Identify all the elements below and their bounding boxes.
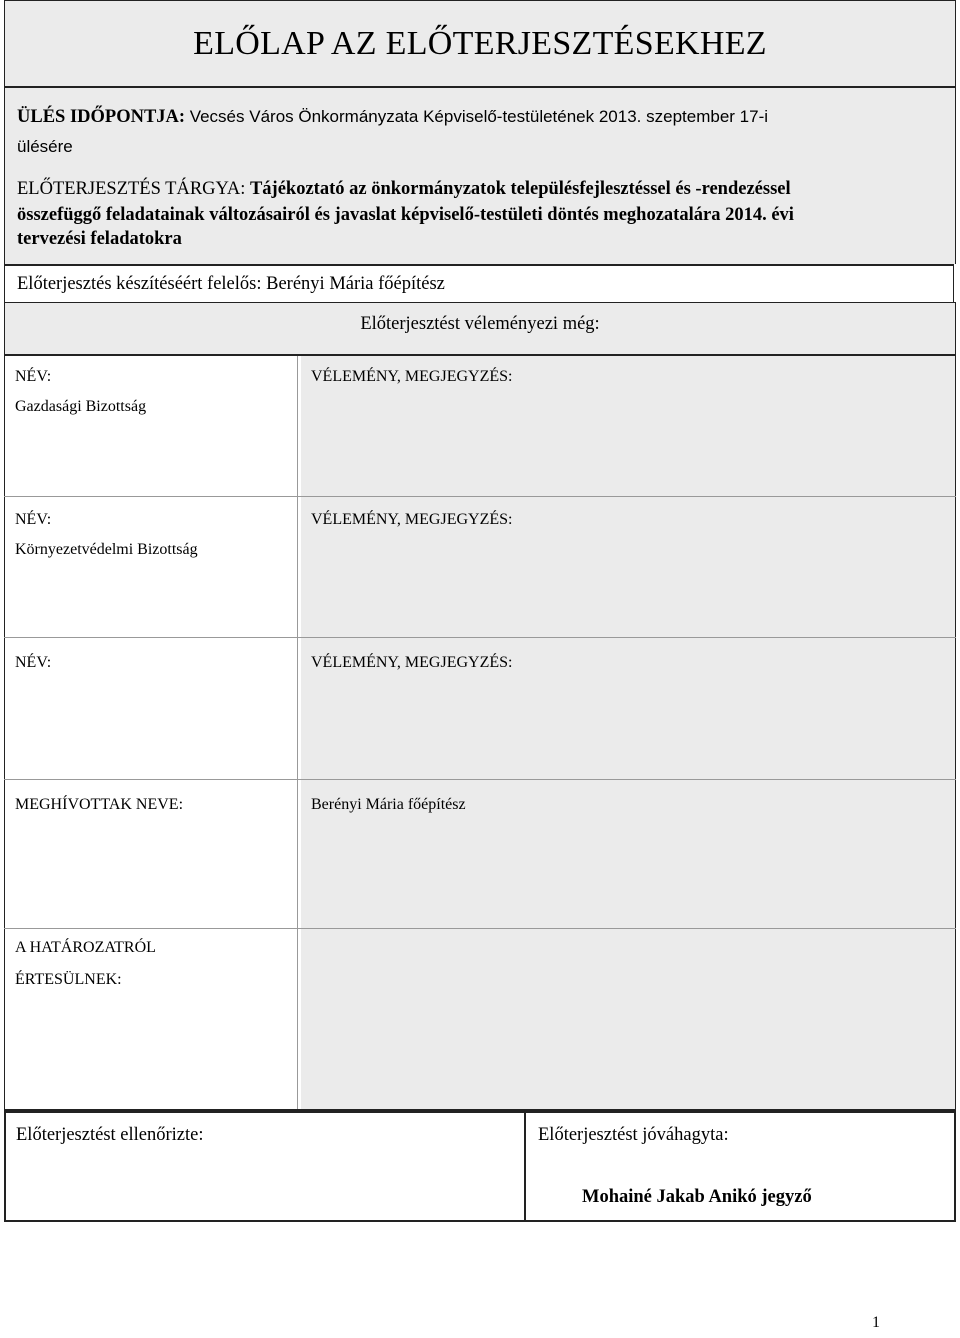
approver-name: Mohainé Jakab Anikó jegyző bbox=[582, 1187, 812, 1207]
title-box bbox=[4, 0, 956, 88]
meeting-label: ÜLÉS IDŐPONTJA: bbox=[17, 107, 186, 127]
info-section bbox=[4, 88, 956, 264]
opinion-label: VÉLEMÉNY, MEGJEGYZÉS: bbox=[311, 368, 513, 385]
notified-label-1: A HATÁROZATRÓL bbox=[15, 939, 156, 956]
invited-value: Berényi Mária főépítész bbox=[311, 796, 466, 813]
responsible-row bbox=[4, 264, 954, 302]
subject-label: ELŐTERJESZTÉS TÁRGYA: bbox=[17, 179, 246, 199]
subject-text-2: összefüggő feladatainak változásairól és javaslat képviselő-testületi döntés meghozatalára 2014. évi bbox=[17, 205, 794, 225]
invited-label: MEGHÍVOTTAK NEVE: bbox=[15, 796, 184, 813]
subject-text-1: Tájékoztató az önkormányzatok településfejlesztéssel és -rendezéssel bbox=[249, 179, 791, 199]
name-label: NÉV: bbox=[15, 654, 52, 671]
reviewer-name-cell bbox=[5, 638, 297, 779]
approval-footer bbox=[4, 1111, 956, 1222]
meeting-value: Vecsés Város Önkormányzata Képviselő-testületének 2013. szeptember 17-i bbox=[189, 107, 769, 126]
reviewers-header: Előterjesztést véleményezi még: bbox=[360, 314, 600, 334]
name-value: Környezetvédelmi Bizottság bbox=[15, 541, 198, 558]
reviewer-opinion-cell bbox=[301, 497, 955, 637]
notified-row bbox=[4, 929, 956, 1111]
invited-value-cell bbox=[301, 780, 955, 928]
reviewer-name-cell bbox=[5, 497, 297, 637]
notified-value-cell bbox=[301, 929, 955, 1109]
name-label: NÉV: bbox=[15, 368, 52, 385]
opinion-label: VÉLEMÉNY, MEGJEGYZÉS: bbox=[311, 654, 513, 671]
name-value: Gazdasági Bizottság bbox=[15, 398, 147, 415]
checked-label: Előterjesztést ellenőrizte: bbox=[16, 1125, 204, 1145]
meeting-line bbox=[17, 104, 947, 130]
invited-row bbox=[4, 780, 956, 928]
invited-label-cell bbox=[5, 780, 297, 928]
subject-text-3: tervezési feladatokra bbox=[17, 229, 182, 249]
notified-label-cell bbox=[5, 929, 297, 1109]
reviewer-opinion-cell bbox=[301, 356, 955, 496]
page-number: 1 bbox=[872, 1314, 880, 1331]
reviewer-opinion-cell bbox=[301, 638, 955, 779]
subject-line-1 bbox=[17, 176, 947, 202]
reviewer-row-2 bbox=[4, 497, 956, 637]
reviewers-header-box bbox=[4, 302, 956, 356]
notified-label-2: ÉRTESÜLNEK: bbox=[15, 971, 122, 988]
responsible-text: Előterjesztés készítéséért felelős: Berényi Mária főépítész bbox=[17, 274, 445, 294]
document-title: ELŐLAP AZ ELŐTERJESZTÉSEKHEZ bbox=[193, 25, 767, 62]
reviewer-row-1 bbox=[4, 356, 956, 496]
name-label: NÉV: bbox=[15, 511, 52, 528]
opinion-label: VÉLEMÉNY, MEGJEGYZÉS: bbox=[311, 511, 513, 528]
approved-label: Előterjesztést jóváhagyta: bbox=[538, 1125, 729, 1145]
meeting-value-cont: ülésére bbox=[17, 137, 73, 156]
footer-divider bbox=[524, 1113, 526, 1220]
reviewer-name-cell bbox=[5, 356, 297, 496]
reviewer-row-3 bbox=[4, 638, 956, 779]
